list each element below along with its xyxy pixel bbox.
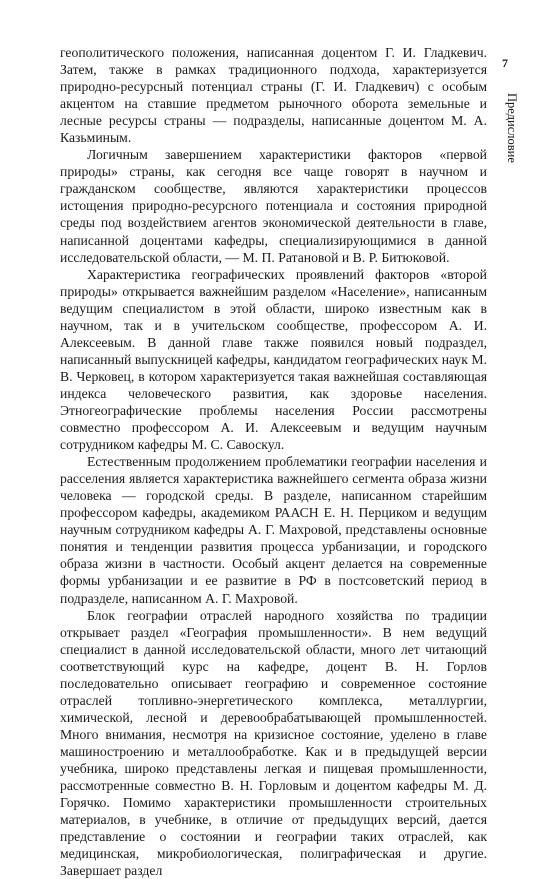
paragraph-continuation: геополитического положения, написанная доцентом Г. И. Гладкевич. Затем, также в рамках традиционного подхода, характеризуется природно-ресурсный потенциал страны (Г. И. Гладкевич) с особым акцентом на ставшие предметом рыночного оборота земельные и лесные ресурсы страны — подразделы, написанные доцентом М. А. Казьминым. [60, 45, 487, 146]
paragraph: Естественным продолжением проблематики географии населения и расселения является характеристика важнейшего сегмента образа жизни человека — городской среды. В разделе, написанном старейшим профессором кафедры, академиком РААСН Е. Н. Перциком и ведущим научным сотрудником кафедры А. Г. Махровой, представлены основные понятия и тенденции развития процесса урбанизации, и городского образа жизни в частности. Особый акцент делается на современные формы урбанизации и ее развитие в РФ в постсоветский период в подразделе, написанном А. Г. Махровой. [60, 454, 487, 606]
page-number: 7 [502, 56, 508, 70]
running-head: Предисловие [505, 93, 519, 163]
body-text [60, 44, 487, 879]
paragraph: Характеристика географических проявлений факторов «второй природы» открывается важнейшим разделом «Население», написанным ведущим специалистом в этой области, широко известным как в научном, так и в учительском сообществе, профессором А. И. Алексеевым. В данной главе также появился новый подраздел, написанный выпускницей кафедры, кандидатом географических наук М. В. Черковец, в котором характеризуется такая важнейшая составляющая индекса человеческого развития, как здоровье населения. Этногеографические проблемы населения России рассмотрены совместно профессором А. И. Алексеевым и ведущим научным сотрудником кафедры М. С. Савоскул. [60, 266, 487, 453]
paragraph: Блок географии отраслей народного хозяйства по традиции открывает раздел «География промышленности». В нем ведущий специалист в данной исследовательской области, много лет читающий соответствующий курс на кафедре, доцент В. Н. Горлов последовательно описывает географию и современное состояние отраслей топливно-энергетического комплекса, металлургии, химической, лесной и деревообрабатывающей промышленностей. Много внимания, несмотря на кризисное состояние, уделено в главе машиностроению и металлообработке. Как и в предыдущей версии учебника, широко представлены легкая и пищевая промышленности, рассмотренные совместно В. Н. Горловым и доцентом кафедры М. Д. Горячко. Помимо характеристики промышленности строительных материалов, в учебнике, в отличие от предыдущих версий, дается представление о состоянии и географии таких отраслей, как медицинская, микробиологическая, полиграфическая и другие. Завершает раздел [60, 607, 487, 879]
paragraph: Логичным завершением характеристики факторов «первой природы» страны, как сегодня все чаще говорят в научном и гражданском сообществе, являются характеристики процессов истощения природно-ресурсного потенциала и состояния природной среды под воздействием агентов экономической деятельности в главе, написанной доцентами кафедры, специализирующимися в данной исследовательской области, — М. П. Ратановой и В. Р. Битюковой. [60, 147, 487, 265]
